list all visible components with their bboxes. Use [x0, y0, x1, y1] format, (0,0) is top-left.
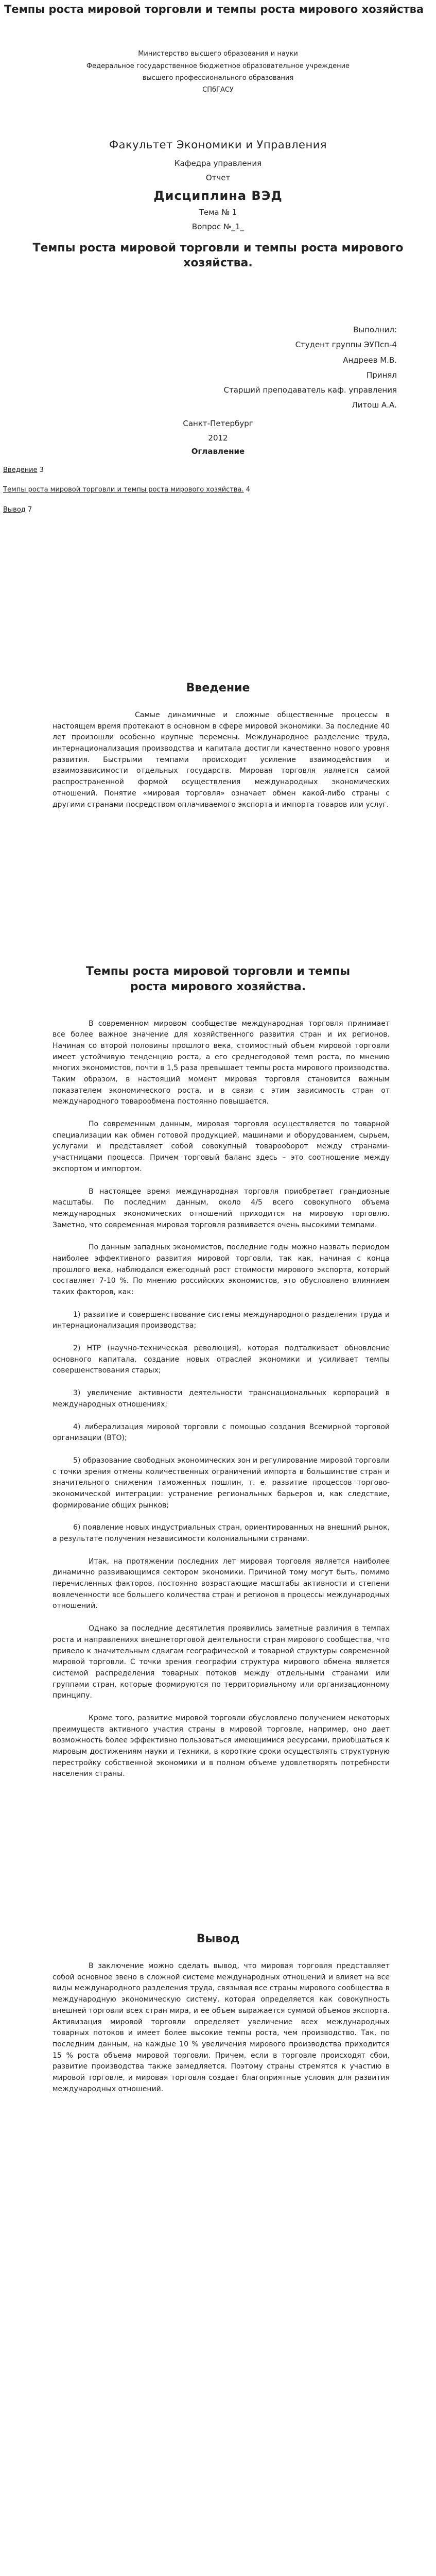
factor-list-item: 5) образование свободных экономических зон и регулирование мировой торговли с точки зрения отмены количественных ограничений импорта в большинстве стран и значительного снижения таможенных пошлин, т. е. развитие процессов торгово-экономической интеграции: устранение региональных барьеров и, как следствие, формирование общих рынков;: [53, 1456, 390, 1510]
toc-item: [3, 465, 436, 476]
conclusion-paragraph: В заключение можно сделать вывод, что мировая торговля представляет собой основное звено в сложной системе международных отношений и влияет на все виды международного разделения труда, связывая все страны мирового сообщества в международную экономическую систему, которая определяется как совокупность внешней торговли всех стран мира, и ее объем выражается суммой объемов экспорта. Активизация мировой торговли определяет увеличение всех международных товарных потоков и имеет более высокие темпы роста, чем производство. Так, по последним данным, на каждые 10 % увеличения мирового производства приходится 15 % роста объема мировой торговли. Причем, если в торговле происходят сбои, развитие производства также замедляется. Поэтому страны стремятся к участию в мировой торговле, и мировая торговля создает благоприятные условия для развития международных отношений.: [53, 1962, 390, 2093]
teacher-name: Литош А.А.: [352, 400, 397, 410]
department-line: Кафедра управления: [174, 158, 262, 168]
main-heading: Темпы роста мировой торговли и темпы роста мирового хозяйства.: [85, 965, 351, 993]
main-paragraph-7: Кроме того, развитие мировой торговли обусловлено получением некоторых преимуществ активного участия страны в мировой торговле, например, оно дает возможность более эффективно пользоваться имеющимися ресурсами, приобщаться к мировым достижениям науки и техники, в короткие сроки осуществлять структурную перестройку собственной экономики и в полном объеме удовлетворять потребности населения страны.: [53, 1714, 390, 1778]
discipline-line: Дисциплина ВЭД: [153, 188, 283, 203]
main-paragraph-1: В современном мировом сообществе международная торговля принимает все более важное значение для хозяйственного развития стран и их регионов. Начиная со второй половины прошлого века, стоимостный объем мировой торговли имеет устойчивую тенденцию роста, а его среднегодовой темп роста, по мнению многих экономистов, почти в 1,5 раза превышает темпы роста мирового производства. Таким образом, в настоящий момент мировая торговля становится важным показателем экономического роста, и в связи с этим зависимость стран от международного товарообмена постоянно повышается.: [53, 1019, 390, 1106]
toc-page-number: 4: [246, 486, 251, 494]
toc-heading: Оглавление: [191, 446, 245, 456]
toc-page-number: 3: [39, 466, 44, 474]
education-line: высшего профессионального образования: [142, 74, 294, 82]
city-year: [0, 416, 436, 446]
main-paragraph-6: Однако за последние десятилетия проявились заметные различия в темпах роста и направлениях внешнеторговой деятельности стран мирового сообщества, что привело к значительным сдвигам географической и товарной структуры современной мировой торговли. С точки зрения географии структура мирового обмена является системой распределения товарных потоков между отдельными странами или группами стран, которые формируются по территориальному или организационному принципу.: [53, 1624, 390, 1700]
main-paragraph-4: По данным западных экономистов, последние годы можно назвать периодом наиболее эффективного развития мировой торговли, так как, начиная с конца прошлого века, наблюдался ежегодный рост стоимости мирового экспорта, который составляет 7-10 %. По мнению российских экономистов, это обусловлено влиянием таких факторов, как:: [53, 1243, 390, 1297]
year-line: 2012: [208, 433, 228, 443]
topic-block: [0, 205, 436, 234]
student-group: Студент группы ЭУПсп-4: [295, 340, 397, 350]
topic-line: Тема № 1: [199, 207, 237, 217]
toc-page-number: 7: [27, 506, 32, 514]
table-of-contents: [0, 465, 436, 516]
title-page-meta: [0, 156, 436, 185]
conclusion-heading: Вывод: [196, 1933, 240, 1946]
toc-link-main[interactable]: Темпы роста мировой торговли и темпы роста мирового хозяйства.: [3, 486, 244, 494]
factor-list-item: 6) появление новых индустриальных стран, ориентированных на внешний рынок, а результате получения независимости колониальными странами.: [53, 1523, 390, 1544]
teacher-position: Старший преподаватель каф. управления: [223, 385, 397, 395]
factor-list-item: 1) развитие и совершенствование системы международного разделения труда и интернационализация производства;: [53, 1310, 390, 1330]
ministry-line: Министерство высшего образования и науки: [138, 50, 298, 58]
faculty-line: Факультет Экономики и Управления: [109, 138, 327, 151]
factor-list-item: 3) увеличение активности деятельности транснациональных корпораций в международных отношениях;: [53, 1389, 390, 1409]
main-paragraph-3: В настоящее время международная торговля приобретает грандиозные масштабы. По последним данным, около 4/5 всего совокупного объема международных экономических отношений приходится на мировую торговлю. Заметно, что современная мировая торговля развивается очень высокими темпами.: [53, 1187, 390, 1229]
document-title: Темпы роста мировой торговли и темпы роста мирового хозяйства: [4, 3, 424, 15]
done-label: Выполнил:: [353, 325, 397, 335]
student-name: Андреев М.В.: [343, 355, 397, 365]
toc-link-intro[interactable]: Введение: [3, 466, 38, 474]
intro-paragraph: Самые динамичные и сложные общественные процессы в настоящем время протекают в основном в сфере мировой экономики. За последние 40 лет произошли особенно крупные перемены. Международное разделение труда, интернационализация производства и капитала достигли качественно нового уровня развития. Быстрыми темпами происходит усиление взаимодействия и взаимозависимости отдельных государств. Мировая торговля является самой распространенной формой осуществления международных экономических отношений. Понятие «мировая торговля» означает обмен какой-либо страны с другими странами посредством оплачиваемого экспорта и импорта товаров или услуг.: [53, 711, 390, 809]
main-paragraph-2: По современным данным, мировая торговля осуществляется по товарной специализации как обмен готовой продукцией, машинами и оборудованием, сырьем, услугами и представляет собой совокупный товарооборот между странами-участницами процесса. Причем торговый баланс здесь – это соотношение между экспортом и импортом.: [53, 1120, 390, 1173]
university-line: СПбГАСУ: [202, 86, 234, 94]
question-line: Вопрос №_1_: [191, 222, 245, 232]
factor-list-item: 2) НТР (научно-техническая революция), которая подталкивает обновление основного капитала, создание новых отраслей экономики и усиливает темпы совершенствования старых;: [53, 1344, 390, 1375]
accepted-label: Принял: [367, 370, 397, 380]
toc-link-conclusion[interactable]: Вывод: [3, 506, 26, 514]
intro-heading: Введение: [186, 682, 250, 695]
factor-list-item: 4) либерализация мировой торговли с помощью создания Всемирной торговой организации (ВТО);: [53, 1422, 390, 1443]
work-title: Темпы роста мировой торговли и темпы роста мирового хозяйства.: [32, 241, 404, 270]
main-paragraph-5: Итак, на протяжении последних лет мировая торговля является наиболее динамично развивающимся сектором экономики. Причиной тому могут быть, помимо перечисленных факторов, постоянно возрастающие масштабы активности и степени вовлеченности все большего количества стран и регионов в процессы международных отношений.: [53, 1557, 390, 1611]
report-line: Отчет: [205, 173, 231, 183]
toc-item: [3, 485, 436, 496]
institution-line: Федеральное государственное бюджетное образовательное учреждение: [86, 62, 350, 70]
toc-item: [3, 505, 436, 516]
author-block: [0, 323, 436, 413]
title-page-header: [0, 48, 436, 96]
city-line: Санкт-Петербург: [183, 418, 253, 428]
